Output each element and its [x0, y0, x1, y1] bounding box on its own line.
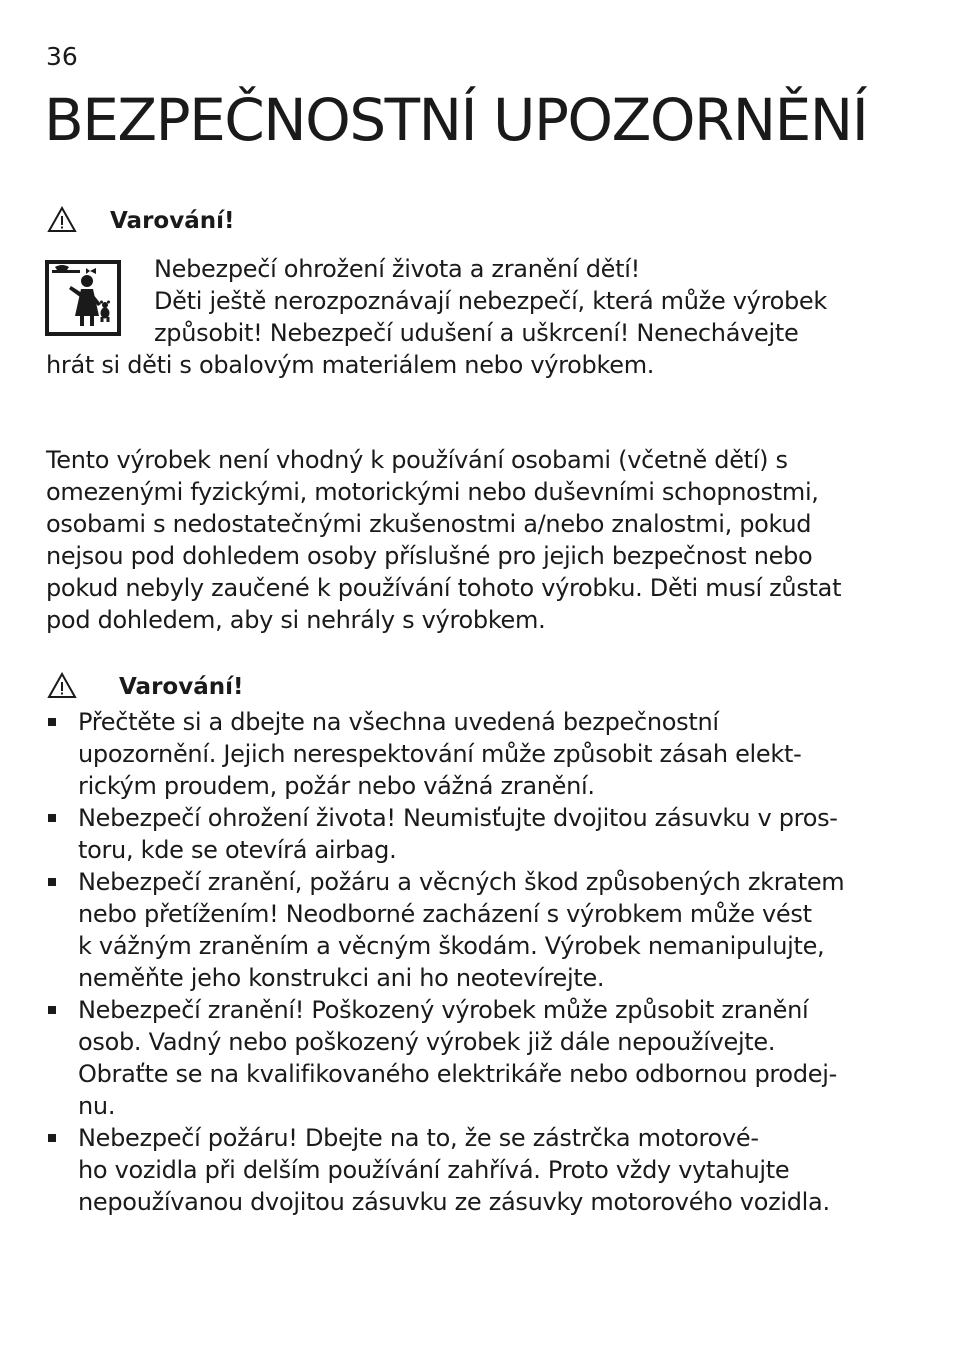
list-item [46, 866, 926, 994]
list-item-line: nebo přetížením! Neodborné zacházení s výrobkem může vést [78, 900, 812, 928]
paragraph-line: osobami s nedostatečnými zkušenostmi a/nebo znalostmi, pokud [46, 510, 812, 538]
list-item-line: Obraťte se na kvalifikovaného elektrikáře nebo odbornou prodej- [78, 1060, 837, 1088]
paragraph-line: pod dohledem, aby si nehrály s výrobkem. [46, 606, 546, 634]
list-item [46, 1122, 926, 1218]
bullet-square-icon [48, 1006, 56, 1014]
list-item-line: nu. [78, 1092, 116, 1120]
list-item-line: neměňte jeho konstrukci ani ho neotevírejte. [78, 964, 605, 992]
page-title: BEZPEČNOSTNÍ UPOZORNĚNÍ [44, 86, 868, 154]
list-item-line: nepoužívanou dvojitou zásuvku ze zásuvky motorového vozidla. [78, 1188, 830, 1216]
warning-triangle-icon [47, 672, 77, 700]
warning-triangle-icon [47, 206, 77, 234]
list-item [46, 994, 926, 1122]
paragraph-line: omezenými fyzickými, motorickými nebo duševními schopnostmi, [46, 478, 819, 506]
list-item [46, 802, 926, 866]
paragraph-line: pokud nebyly zaučené k používání tohoto výrobku. Děti musí zůstat [46, 574, 842, 602]
list-item-line: Nebezpečí ohrožení života! Neumisťujte dvojitou zásuvku v pros- [78, 804, 838, 832]
safety-instructions-list [46, 706, 926, 1218]
bullet-square-icon [48, 814, 56, 822]
list-item-line: upozornění. Jejich nerespektování může způsobit zásah elekt- [78, 740, 802, 768]
list-item-line: rickým proudem, požár nebo vážná zranění. [78, 772, 595, 800]
list-item [46, 706, 926, 802]
list-item-line: ho vozidla při delším používání zahřívá. Proto vždy vytahujte [78, 1156, 790, 1184]
warning1-line: hrát si děti s obalovým materiálem nebo výrobkem. [46, 351, 655, 379]
bullet-square-icon [48, 718, 56, 726]
usage-restriction-paragraph [46, 444, 926, 636]
list-item-line: Přečtěte si a dbejte na všechna uvedená bezpečnostní [78, 708, 719, 736]
page-number: 36 [46, 42, 78, 71]
list-item-line: Nebezpečí požáru! Dbejte na to, že se zástrčka motorové- [78, 1124, 759, 1152]
list-item-line: osob. Vadný nebo poškozený výrobek již dále nepoužívejte. [78, 1028, 776, 1056]
list-item-line: k vážným zraněním a věcným škodám. Výrobek nemanipulujte, [78, 932, 825, 960]
bullet-square-icon [48, 878, 56, 886]
bullet-square-icon [48, 1134, 56, 1142]
list-item-line: Nebezpečí zranění, požáru a věcných škod způsobených zkratem [78, 868, 845, 896]
warning1-line: způsobit! Nebezpečí udušení a uškrcení! Nenechávejte [154, 319, 799, 347]
paragraph-line: Tento výrobek není vhodný k používání osobami (včetně dětí) s [46, 446, 788, 474]
list-item-line: toru, kde se otevírá airbag. [78, 836, 397, 864]
warning1-line: Nebezpečí ohrožení života a zranění dětí! [154, 255, 640, 283]
warning-heading: Varování! [110, 208, 235, 234]
list-item-line: Nebezpečí zranění! Poškozený výrobek může způsobit zranění [78, 996, 809, 1024]
warning-heading: Varování! [119, 674, 244, 700]
warning1-line: Děti ještě nerozpoznávají nebezpečí, která může výrobek [154, 287, 827, 315]
warning1-text [46, 253, 926, 381]
paragraph-line: nejsou pod dohledem osoby příslušné pro jejich bezpečnost nebo [46, 542, 813, 570]
